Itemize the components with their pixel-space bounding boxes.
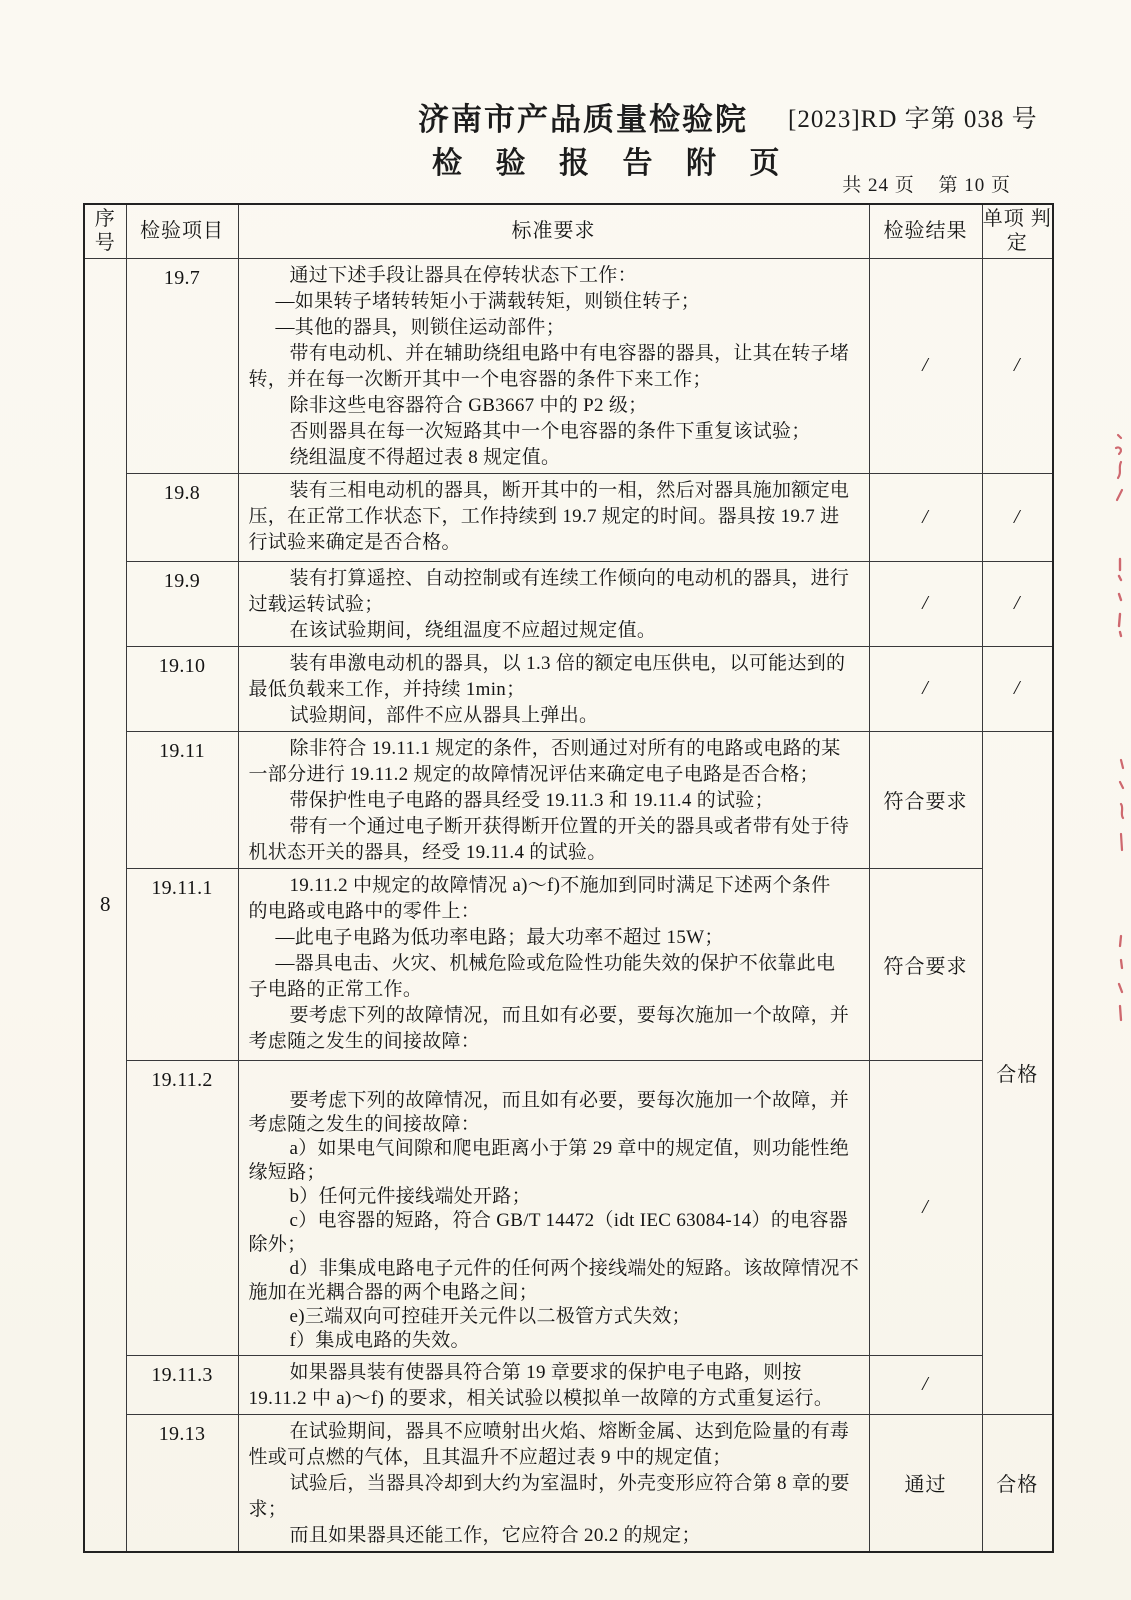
item-number: 19.7	[126, 258, 238, 473]
result-value: 符合要求	[869, 731, 982, 868]
item-number: 19.11	[126, 731, 238, 868]
table-row	[84, 561, 1053, 646]
verdict-value: /	[982, 473, 1053, 561]
seq-number-cell: 8	[84, 258, 126, 1552]
table-row	[84, 731, 1053, 868]
item-number: 19.8	[126, 473, 238, 561]
item-number: 19.10	[126, 646, 238, 731]
red-margin-mark	[1112, 432, 1128, 504]
requirement-text: 除非符合 19.11.1 规定的条件，否则通过对所有的电路或电路的某 一部分进行 19.11.2 规定的故障情况评估来确定电子电路是否合格； 带保护性电子电路的器具经受 19.11.3 和 19.11.4 的试验； 带有一个通过电子断开获得断开位置的开关的器具或者带有处于待 机状态开关的器具，经受 19.11.4 的试验。	[238, 731, 869, 868]
page-info	[842, 170, 1011, 197]
header-seq: 序 号	[84, 204, 126, 258]
item-number: 19.11.2	[126, 1060, 238, 1355]
result-value: /	[869, 646, 982, 731]
red-margin-mark	[1115, 758, 1128, 853]
requirement-text: 如果器具装有使器具符合第 19 章要求的保护电子电路，则按 19.11.2 中 a)～f) 的要求，相关试验以模拟单一故障的方式重复运行。	[238, 1355, 869, 1414]
result-value: /	[869, 473, 982, 561]
page-total: 共 24 页	[842, 175, 915, 196]
result-value: 通过	[869, 1414, 982, 1552]
table-row	[84, 1355, 1053, 1414]
header-verdict: 单项 判定	[982, 204, 1053, 258]
page-current: 第 10 页	[938, 175, 1011, 196]
requirement-text: 在试验期间，器具不应喷射出火焰、熔断金属、达到危险量的有毒 性或可点燃的气体，且其温升不应超过表 9 中的规定值； 试验后，当器具冷却到大约为室温时，外壳变形应符合第 8 章的要 求； 而且如果器具还能工作，它应符合 20.2 的规定；	[238, 1414, 869, 1552]
table-row	[84, 1060, 1053, 1355]
requirement-text: 要考虑下列的故障情况，而且如有必要，要每次施加一个故障，并 考虑随之发生的间接故障： a）如果电气间隙和爬电距离小于第 29 章中的规定值，则功能性绝 缘短路； b）任何元件接线端处开路； c）电容器的短路，符合 GB/T 14472（idt IEC 63084-14）的电容器 除外； d）非集成电路电子元件的任何两个接线端处的短路。该故障情况不 施加在光耦合器的两个电路之间； e)三端双向可控硅开关元件以二极管方式失效； f）集成电路的失效。	[238, 1060, 869, 1355]
table-row	[84, 868, 1053, 1060]
table-row	[84, 646, 1053, 731]
item-number: 19.13	[126, 1414, 238, 1552]
red-margin-mark	[1114, 934, 1128, 1024]
table-header-row	[84, 204, 1053, 258]
requirement-text: 装有打算遥控、自动控制或有连续工作倾向的电动机的器具，进行 过载运转试验； 在该试验期间，绕组温度不应超过规定值。	[238, 561, 869, 646]
result-value: /	[869, 1355, 982, 1414]
organization-name: 济南市产品质量检验院	[418, 102, 748, 137]
requirement-text: 19.11.2 中规定的故障情况 a)～f)不施加到同时满足下述两个条件 的电路或电路中的零件上： —此电子电路为低功率电路；最大功率不超过 15W； —器具电击、火灾、机械危险或危险性功能失效的保护不依靠此电 子电路的正常工作。 要考虑下列的故障情况，而且如有必要，要每次施加一个故障，并 考虑随之发生的间接故障：	[238, 868, 869, 1060]
table-row	[84, 1414, 1053, 1552]
header-requirement: 标准要求	[238, 204, 869, 258]
verdict-value-merged: 合格	[982, 731, 1053, 1414]
requirement-text: 装有串激电动机的器具，以 1.3 倍的额定电压供电，以可能达到的 最低负载来工作，并持续 1min； 试验期间，部件不应从器具上弹出。	[238, 646, 869, 731]
result-value: 符合要求	[869, 868, 982, 1060]
document-number: [2023]RD 字第 038 号	[788, 106, 1038, 133]
verdict-value: 合格	[982, 1414, 1053, 1552]
table-row	[84, 258, 1053, 473]
requirement-text: 装有三相电动机的器具，断开其中的一相，然后对器具施加额定电 压，在正常工作状态下，工作持续到 19.7 规定的时间。器具按 19.7 进 行试验来确定是否合格。	[238, 473, 869, 561]
report-subtitle: 检 验 报 告 附 页	[432, 147, 793, 180]
table-row	[84, 473, 1053, 561]
red-margin-mark	[1113, 556, 1127, 638]
result-value: /	[869, 258, 982, 473]
verdict-value: /	[982, 561, 1053, 646]
verdict-value: /	[982, 258, 1053, 473]
header-result: 检验结果	[869, 204, 982, 258]
result-value: /	[869, 561, 982, 646]
inspection-table	[83, 203, 1054, 1553]
item-number: 19.9	[126, 561, 238, 646]
item-number: 19.11.3	[126, 1355, 238, 1414]
verdict-value: /	[982, 646, 1053, 731]
header-item: 检验项目	[126, 204, 238, 258]
requirement-text: 通过下述手段让器具在停转状态下工作： —如果转子堵转转矩小于满载转矩，则锁住转子； —其他的器具，则锁住运动部件； 带有电动机、并在辅助绕组电路中有电容器的器具，让其在转子堵 转，并在每一次断开其中一个电容器的条件下来工作； 除非这些电容器符合 GB3667 中的 P2 级； 否则器具在每一次短路其中一个电容器的条件下重复该试验； 绕组温度不得超过表 8 规定值。	[238, 258, 869, 473]
result-value: /	[869, 1060, 982, 1355]
item-number: 19.11.1	[126, 868, 238, 1060]
